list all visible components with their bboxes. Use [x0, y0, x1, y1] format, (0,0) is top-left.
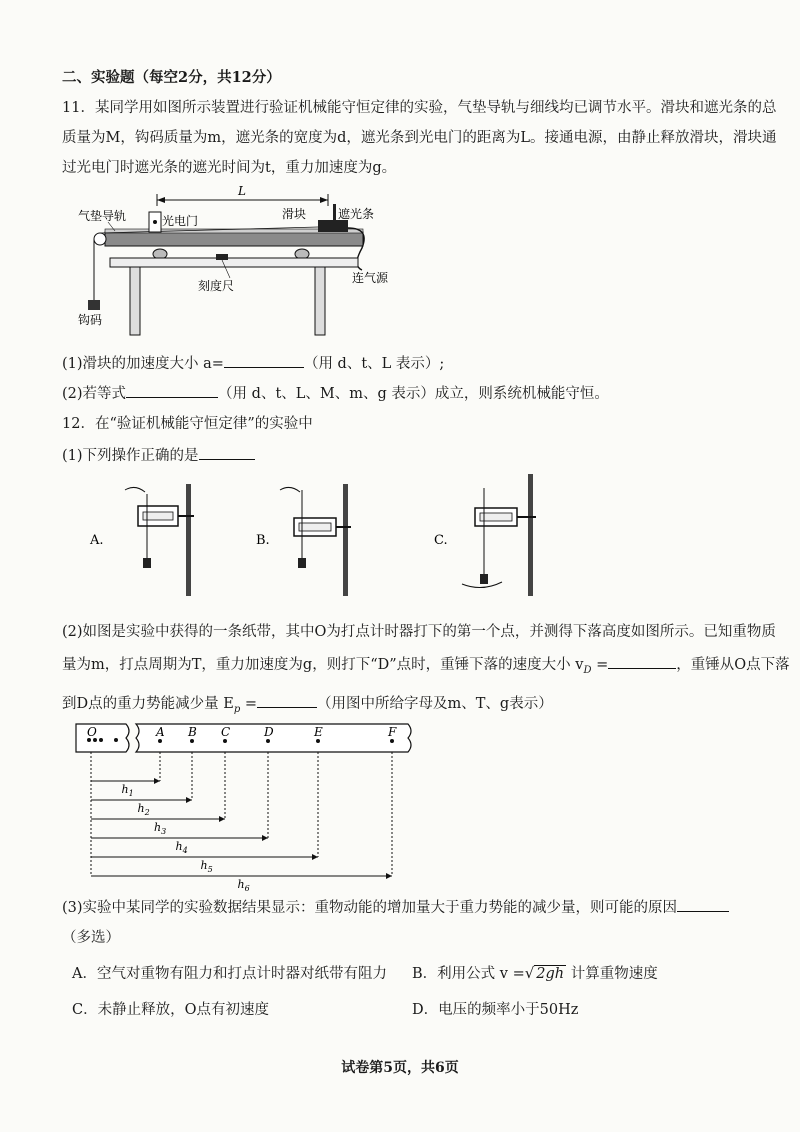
paper-tape-figure	[72, 716, 422, 893]
tape-point-O: O	[87, 725, 97, 739]
q11-part1	[62, 352, 444, 373]
height-arrowhead-h3	[219, 816, 225, 822]
q12-part3-line1	[62, 896, 729, 917]
q12-part2-line3-c: （用图中所给字母及m、T、g表示）	[317, 696, 553, 712]
choice-a[interactable]: A．空气对重物有阻力和打点计时器对纸带有阻力	[72, 966, 387, 982]
option-b-label: B.	[256, 533, 270, 548]
height-arrowhead-h5	[312, 854, 318, 860]
q11-part2-suffix: （用 d、t、L、M、m、g 表示）成立，则系统机械能守恒。	[218, 386, 609, 402]
choice-c[interactable]: C．未静止释放，O点有初速度	[72, 1002, 269, 1018]
height-label-h5: $h_5$	[200, 859, 213, 874]
ep-blank[interactable]	[257, 693, 317, 708]
q12-part2-line3	[62, 692, 553, 715]
q12-part3-text: (3)实验中某同学的实验数据结果显示：重物动能的增加量大于重力势能的减少量，则可能的原因	[62, 900, 678, 916]
q11-part2-prefix: (2)若等式	[62, 386, 127, 402]
page-footer: 试卷第5页，共6页	[341, 1060, 459, 1076]
q11-line3: 过光电门时遮光条的遮光时间为t，重力加速度为g。	[62, 160, 397, 176]
tape-dot-B	[190, 739, 194, 743]
choice-b-prefix: B．利用公式 v =	[412, 966, 525, 982]
option-c-diagram	[434, 474, 536, 596]
height-arrowhead-h6	[386, 873, 392, 879]
choice-b-suffix: 计算重物速度	[566, 966, 658, 982]
choice-d[interactable]: D．电压的频率小于50Hz	[412, 1002, 579, 1018]
height-arrowhead-h4	[262, 835, 268, 841]
tape-dot-D	[266, 739, 270, 743]
q12-part2-line1: (2)如图是实验中获得的一条纸带，其中O为打点计时器打下的第一个点，并测得下落高度如图所示。已知重物质	[62, 624, 776, 640]
q11-part1-prefix: (1)滑块的加速度大小 a=	[62, 356, 224, 372]
weight-label: 钩码	[78, 313, 103, 327]
rail-label: 气垫导轨	[78, 209, 127, 223]
height-label-h6: $h_6$	[237, 878, 250, 893]
q12-part1-text: (1)下列操作正确的是	[62, 448, 199, 464]
section-heading: 二、实验题（每空2分，共12分）	[62, 69, 281, 86]
air-track-figure	[70, 182, 430, 342]
L-label: L	[238, 184, 246, 198]
setup-options-figure	[90, 474, 570, 604]
q12-part1-blank[interactable]	[199, 445, 255, 460]
q12-part2-line2	[62, 653, 790, 676]
q11-part1-blank[interactable]	[224, 353, 304, 368]
q11-line2: 质量为M，钩码质量为m，遮光条的宽度为d，遮光条到光电门的距离为L。接通电源，由静止释放滑块，滑块通	[62, 130, 777, 146]
gate-label: 光电门	[162, 214, 199, 228]
tape-point-B: B	[188, 725, 197, 739]
q12-part2-line2-b: =	[591, 657, 609, 673]
q12-part2-line3-b: =	[240, 696, 257, 712]
tape-point-E: E	[314, 725, 323, 739]
tape-point-F: F	[388, 725, 397, 739]
choice-b-sqrt: 2gh	[536, 966, 565, 982]
ruler-label: 刻度尺	[198, 279, 235, 293]
choice-b[interactable]: B．利用公式 v =√ 2gh 计算重物速度	[412, 964, 658, 982]
option-a-label: A.	[90, 533, 104, 548]
q12-title: 12．在“验证机械能守恒定律”的实验中	[62, 416, 313, 432]
height-label-h3: $h_3$	[154, 821, 167, 836]
strip-label: 遮光条	[338, 207, 375, 221]
tape-point-C: C	[221, 725, 231, 739]
height-arrowhead-h2	[186, 797, 192, 803]
q12-part3-line2: （多选）	[62, 930, 120, 946]
tape-dot-C	[223, 739, 227, 743]
height-label-h4: $h_4$	[175, 840, 188, 855]
ep-subscript: p	[233, 703, 241, 715]
option-a-diagram	[89, 484, 194, 596]
vd-blank[interactable]	[608, 654, 676, 669]
option-b-diagram	[256, 484, 351, 596]
tape-dot-A	[158, 739, 162, 743]
slider-label: 滑块	[282, 207, 307, 221]
q11-part2	[62, 382, 609, 403]
q12-part2-line2-a: 量为m，打点周期为T，重力加速度为g，则打下“D”点时，重锤下落的速度大小 v	[62, 657, 584, 673]
q11-line1: 11．某同学用如图所示装置进行验证机械能守恒定律的实验，气垫导轨与细线均已调节水平。滑块和遮光条的总	[62, 100, 777, 116]
q12-part2-line2-c: ，重锤从O点下落	[676, 657, 790, 673]
option-c-label: C.	[434, 533, 448, 548]
q11-part1-suffix: （用 d、t、L 表示）;	[303, 356, 445, 372]
air-label: 连气源	[352, 271, 389, 285]
tape-point-A: A	[156, 725, 165, 739]
height-label-h2: $h_2$	[137, 802, 150, 817]
tape-dot-E	[316, 739, 320, 743]
tape-point-D: D	[264, 725, 274, 739]
q12-part2-line3-a: 到D点的重力势能减少量 E	[62, 696, 234, 712]
height-arrowhead-h1	[154, 778, 160, 784]
height-label-h1: $h_1$	[121, 783, 134, 798]
q12-part1	[62, 444, 255, 465]
q11-part2-blank[interactable]	[126, 383, 218, 398]
tape-dot-F	[390, 739, 394, 743]
vd-subscript: D	[583, 664, 592, 676]
q12-part3-blank[interactable]	[677, 897, 729, 912]
